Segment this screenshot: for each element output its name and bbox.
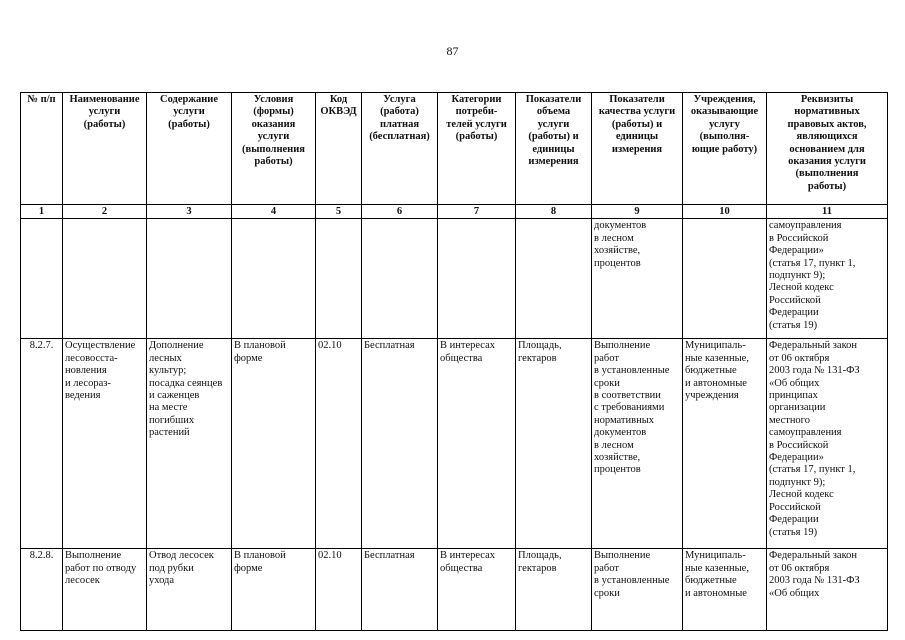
quality-indicator-cell: Выполнение работ в установленные сроки: [592, 549, 683, 631]
header-cell-okved-code: Код ОКВЭД: [316, 93, 362, 205]
header-cell-legal-acts: Реквизиты нормативных правовых актов, являющихся основанием для оказания услуги (выполнения работы): [767, 93, 888, 205]
services-register-table: [20, 92, 888, 631]
column-number: 4: [232, 205, 316, 219]
table-row-8-2-8: [21, 549, 888, 631]
consumer-category-cell: [438, 219, 516, 339]
conditions-cell: [232, 219, 316, 339]
institutions-cell: Муниципаль- ные казенные, бюджетные и автономные учреждения: [683, 339, 767, 549]
table-row-8-2-7: [21, 339, 888, 549]
header-row: [21, 93, 888, 205]
column-number: 3: [147, 205, 232, 219]
table-row-continuation: [21, 219, 888, 339]
row-number-cell: 8.2.7.: [21, 339, 63, 549]
row-number-cell: [21, 219, 63, 339]
okved-code-cell: 02.10: [316, 339, 362, 549]
column-number: 1: [21, 205, 63, 219]
legal-acts-cell: Федеральный закон от 06 октября 2003 года № 131-ФЗ «Об общих: [767, 549, 888, 631]
header-cell-volume-indicators: Показатели объема услуги (работы) и единицы измерения: [516, 93, 592, 205]
consumer-category-cell: В интересах общества: [438, 339, 516, 549]
service-content-cell: [147, 219, 232, 339]
volume-indicator-cell: Площадь, гектаров: [516, 339, 592, 549]
service-content-cell: Отвод лесосек под рубки ухода: [147, 549, 232, 631]
legal-acts-cell: Федеральный закон от 06 октября 2003 года № 131-ФЗ «Об общих принципах организации местного самоуправления в Российской Федерации» (статья 17, пункт 1, подпункт 9); Лесной кодекс Российской Федерации (статья 19): [767, 339, 888, 549]
column-number: 9: [592, 205, 683, 219]
header-cell-consumer-categories: Категории потреби- телей услуги (работы): [438, 93, 516, 205]
paid-free-cell: Бесплатная: [362, 549, 438, 631]
column-number: 8: [516, 205, 592, 219]
header-cell-institutions: Учреждения, оказывающие услугу (выполня- ющие работу): [683, 93, 767, 205]
column-number-row: [21, 205, 888, 219]
header-cell-quality-indicators: Показатели качества услуги (работы) и единицы измерения: [592, 93, 683, 205]
okved-code-cell: 02.10: [316, 549, 362, 631]
legal-acts-cell: самоуправления в Российской Федерации» (статья 17, пункт 1, подпункт 9); Лесной кодекс Российской Федерации (статья 19): [767, 219, 888, 339]
service-name-cell: Осуществление лесовосста- новления и лесораз- ведения: [63, 339, 147, 549]
header-cell-service-content: Содержание услуги (работы): [147, 93, 232, 205]
institutions-cell: Муниципаль- ные казенные, бюджетные и автономные: [683, 549, 767, 631]
header-cell-service-name: Наименование услуги (работы): [63, 93, 147, 205]
conditions-cell: В плановой форме: [232, 549, 316, 631]
header-cell-paid-free: Услуга (работа) платная (бесплатная): [362, 93, 438, 205]
row-number-cell: 8.2.8.: [21, 549, 63, 631]
header-cell-conditions: Условия (формы) оказания услуги (выполнения работы): [232, 93, 316, 205]
volume-indicator-cell: [516, 219, 592, 339]
paid-free-cell: [362, 219, 438, 339]
institutions-cell: [683, 219, 767, 339]
service-name-cell: [63, 219, 147, 339]
column-number: 10: [683, 205, 767, 219]
service-name-cell: Выполнение работ по отводу лесосек: [63, 549, 147, 631]
consumer-category-cell: В интересах общества: [438, 549, 516, 631]
conditions-cell: В плановой форме: [232, 339, 316, 549]
volume-indicator-cell: Площадь, гектаров: [516, 549, 592, 631]
column-number: 2: [63, 205, 147, 219]
service-content-cell: Дополнение лесных культур; посадка сеянцев и саженцев на месте погибших растений: [147, 339, 232, 549]
quality-indicator-cell: Выполнение работ в установленные сроки в соответствии с требованиями нормативных документов в лесном хозяйстве, процентов: [592, 339, 683, 549]
column-number: 11: [767, 205, 888, 219]
column-number: 7: [438, 205, 516, 219]
okved-code-cell: [316, 219, 362, 339]
paid-free-cell: Бесплатная: [362, 339, 438, 549]
header-cell-number: № п/п: [21, 93, 63, 205]
page-number: 87: [446, 44, 459, 58]
column-number: 6: [362, 205, 438, 219]
column-number: 5: [316, 205, 362, 219]
quality-indicator-cell: документов в лесном хозяйстве, процентов: [592, 219, 683, 339]
